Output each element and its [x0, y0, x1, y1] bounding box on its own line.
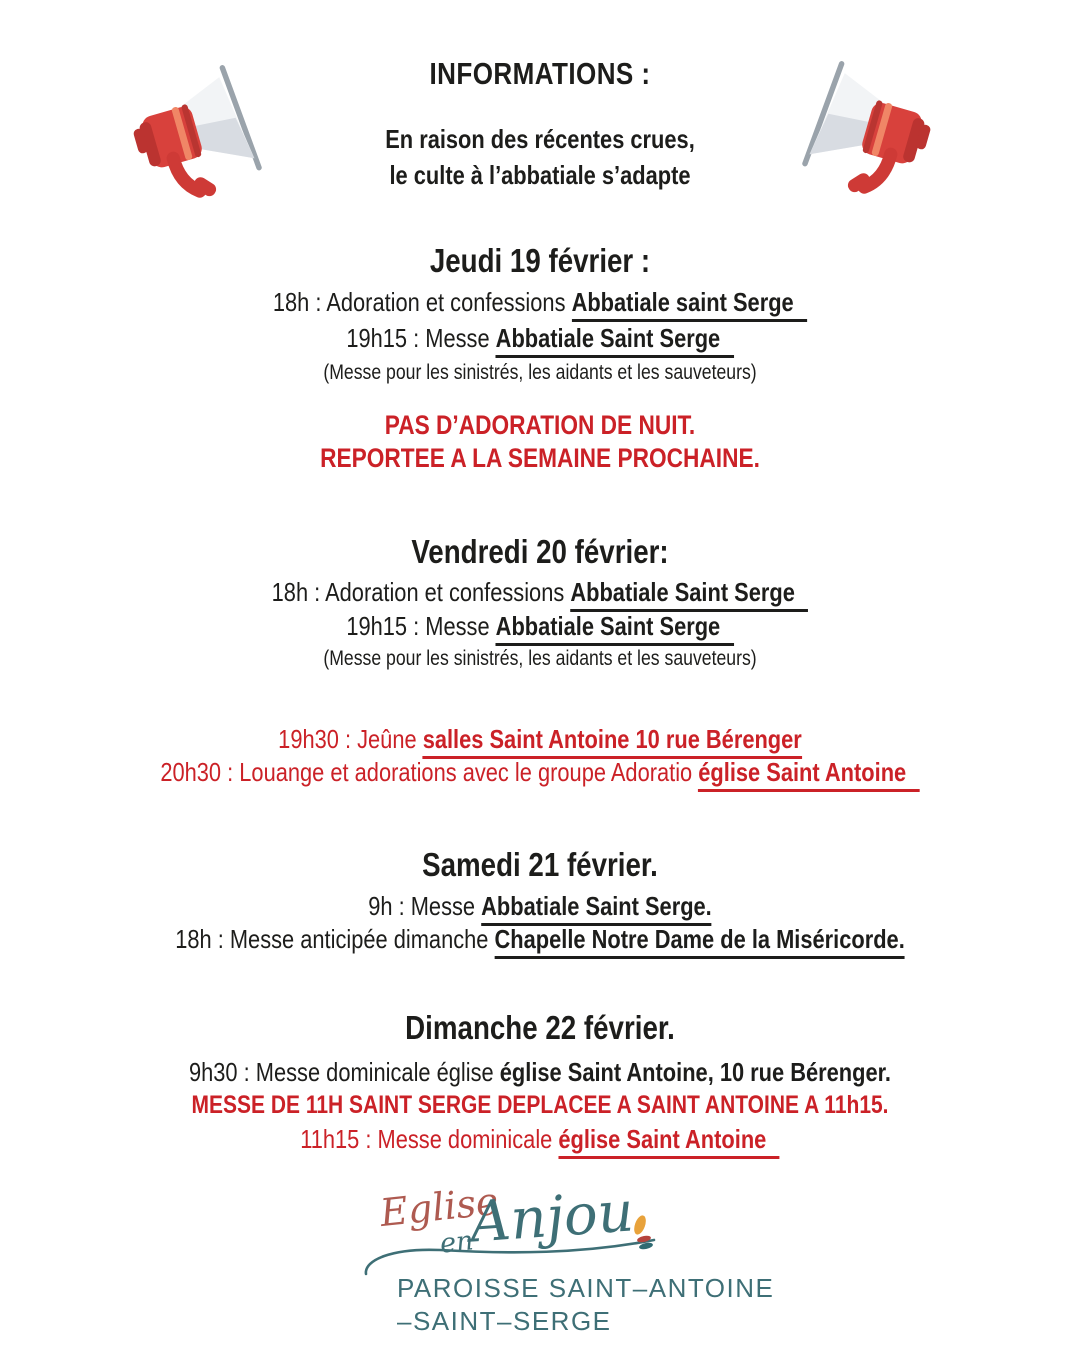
schedule-location: Abbatiale Saint Serge.	[481, 891, 712, 926]
schedule-location: Abbatiale Saint Serge	[570, 577, 808, 612]
logo-caption-line-1: PAROISSE SAINT–ANTOINE	[397, 1273, 775, 1303]
intro-line-2: le culte à l’abbatiale s’adapte	[389, 160, 691, 190]
schedule-line	[86, 1057, 993, 1088]
logo-script-anjou: Anjou	[467, 1179, 636, 1256]
schedule-time-text: 19h15 : Messe	[346, 611, 496, 641]
schedule-location: église Saint Antoine, 10 rue Bérenger.	[499, 1057, 892, 1087]
intro-line-1: En raison des récentes crues,	[385, 124, 695, 154]
logo-script-eglise: Eglise	[378, 1178, 501, 1236]
alert-line-1: PAS D’ADORATION DE NUIT.	[384, 410, 696, 440]
schedule-line	[86, 924, 993, 955]
alert-mass-moved: MESSE DE 11H SAINT SERGE DEPLACEE A SAINT ANTOINE A 11h15.	[191, 1091, 889, 1119]
schedule-line	[86, 287, 993, 318]
schedule-note: (Messe pour les sinistrés, les aidants et les sauveteurs)	[323, 647, 757, 670]
logo-script-en: en	[438, 1225, 475, 1260]
schedule-line-red	[86, 1124, 993, 1155]
schedule-location: Abbatiale Saint Serge	[496, 611, 734, 646]
schedule-time-text: 20h30 : Louange et adorations avec le groupe Adoratio	[160, 757, 699, 787]
section-heading-jeudi: Jeudi 19 février :	[429, 242, 651, 279]
schedule-time-text: 18h : Messe anticipée dimanche	[175, 924, 495, 954]
schedule-line	[86, 891, 993, 922]
schedule-time-text: 19h15 : Messe	[346, 323, 496, 353]
section-heading-dimanche: Dimanche 22 février.	[405, 1009, 675, 1046]
schedule-time-text: 9h30 : Messe dominicale église	[188, 1057, 500, 1087]
schedule-time-text: 9h : Messe	[368, 891, 482, 921]
schedule-line	[86, 611, 993, 642]
logo-dots-icon	[626, 1213, 662, 1253]
schedule-location: Abbatiale saint Serge	[572, 287, 808, 322]
parish-logo	[360, 1178, 775, 1348]
schedule-location: salles Saint Antoine 10 rue Bérenger	[423, 724, 802, 759]
schedule-note: (Messe pour les sinistrés, les aidants et les sauveteurs)	[323, 361, 757, 384]
schedule-location: église Saint Antoine	[698, 757, 919, 792]
page-title: INFORMATIONS :	[429, 56, 651, 91]
alert-line-2: REPORTEE A LA SEMAINE PROCHAINE.	[320, 443, 760, 473]
schedule-time-text: 18h : Adoration et confessions	[272, 287, 572, 317]
schedule-line	[86, 577, 993, 608]
logo-caption-line-2: –SAINT–SERGE	[397, 1306, 612, 1336]
schedule-time-text: 11h15 : Messe dominicale	[300, 1124, 559, 1154]
schedule-location: Chapelle Notre Dame de la Miséricorde.	[495, 924, 905, 959]
section-heading-vendredi: Vendredi 20 février:	[411, 533, 669, 570]
schedule-line-red	[86, 724, 993, 755]
schedule-time-text: 18h : Adoration et confessions	[271, 577, 571, 607]
schedule-line-red	[86, 757, 993, 788]
schedule-location: église Saint Antoine	[558, 1124, 779, 1159]
schedule-location: Abbatiale Saint Serge	[496, 323, 734, 358]
section-heading-samedi: Samedi 21 février.	[422, 846, 658, 883]
schedule-line	[86, 323, 993, 354]
schedule-time-text: 19h30 : Jeûne	[278, 724, 423, 754]
